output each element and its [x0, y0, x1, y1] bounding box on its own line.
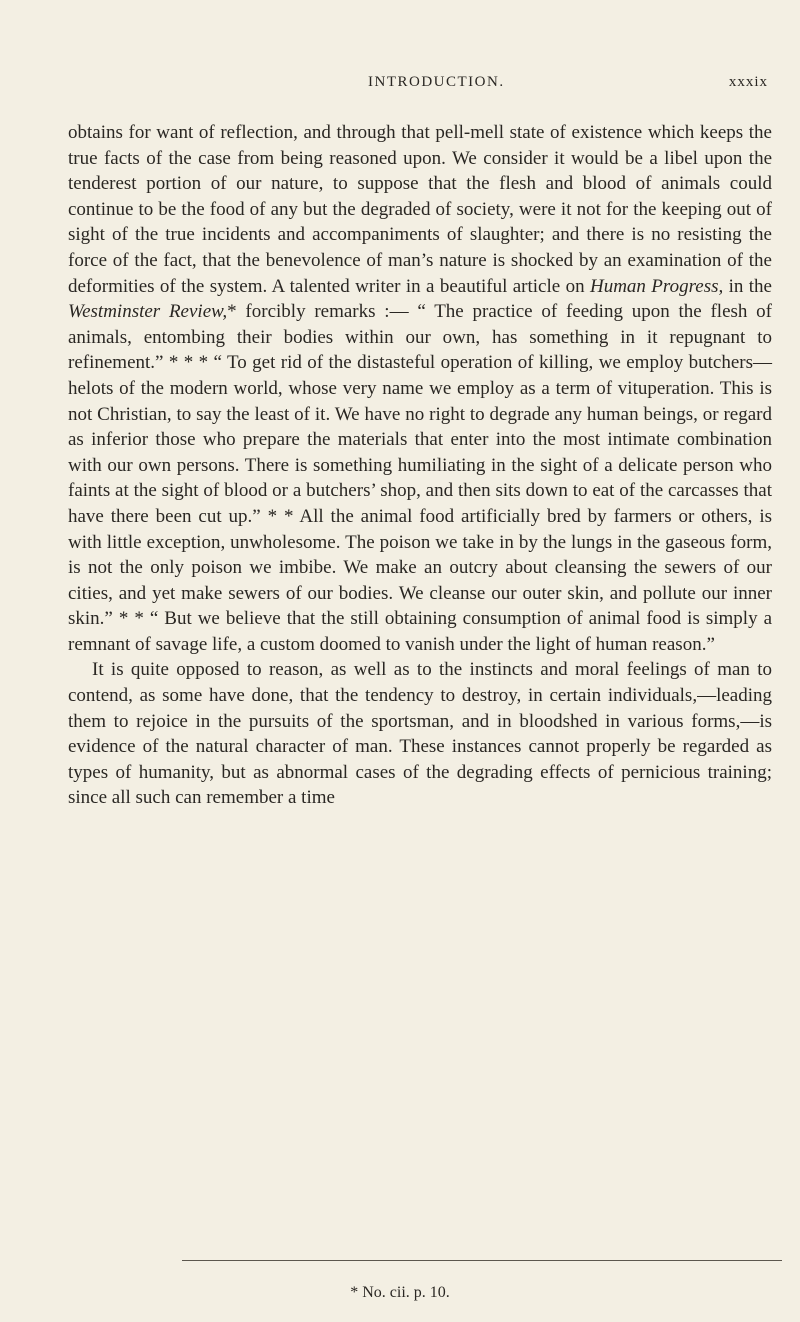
paragraph-1	[68, 120, 772, 657]
page-number: xxxix	[728, 74, 768, 90]
footnote-rule	[182, 1260, 782, 1261]
paragraph-1-part-1: obtains for want of reflection, and through that pell-mell state of existence which keeps the true facts of the case from being reasoned upon. We consider it would be a libel upon the tenderest portion of our nature, to suppose that the flesh and blood of animals could continue to be the food of any but the degraded of society, were it not for the keeping out of sight of the true incidents and accompaniments of slaughter; and there is no resisting the force of the fact, that the benevolence of man’s nature is shocked by an examination of the deformities of the system. A talented writer in a beautiful article on	[68, 122, 772, 297]
italic-title-westminster-review: Westminster Review,	[68, 301, 228, 323]
paragraph-1-part-2: in the	[723, 275, 772, 297]
paragraph-2: It is quite opposed to reason, as well as to the instincts and moral feelings of man to contend, as some have done, that the tendency to destroy, in certain individuals,—leading them to rejoice in the pursuits of the sportsman, and in bloodshed in various forms,—is evidence of the natural character of man. These instances cannot properly be regarded as types of humanity, but as abnormal cases of the degrading effects of pernicious training; since all such can remember a time	[68, 659, 772, 809]
italic-title-human-progress: Human Progress,	[589, 275, 724, 297]
body-text	[68, 120, 772, 811]
running-head	[68, 74, 768, 98]
running-head-title: INTRODUCTION.	[368, 74, 505, 90]
footnote: * No. cii. p. 10.	[350, 1284, 450, 1301]
paragraph-1-part-3: * forcibly remarks :— “ The practice of feeding upon the flesh of animals, entombing their bodies within our own, has something in it repugnant to refinement.” * * * “ To get rid of the distasteful operation of killing, we employ butchers—helots of the modern world, whose very name we employ as a term of vituperation. This is not Christian, to say the least of it. We have no right to degrade any human beings, or regard as inferior those who prepare the materials that enter into the most intimate combination with our own persons. There is something humiliating in the sight of a delicate person who faints at the sight of blood or a butchers’ shop, and then sits down to eat of the carcasses that have there been cut up.” * * All the animal food artificially bred by farmers or others, is with little exception, unwholesome. The poison we take in by the lungs in the gaseous form, is not the only poison we imbibe. We make an outcry about cleansing the sewers of our cities, and yet make sewers of our bodies. We cleanse our outer skin, and pollute our inner skin.” * * “ But we believe that the still obtaining consumption of animal food is simply a remnant of savage life, a custom doomed to vanish under the light of human reason.”	[68, 301, 772, 655]
